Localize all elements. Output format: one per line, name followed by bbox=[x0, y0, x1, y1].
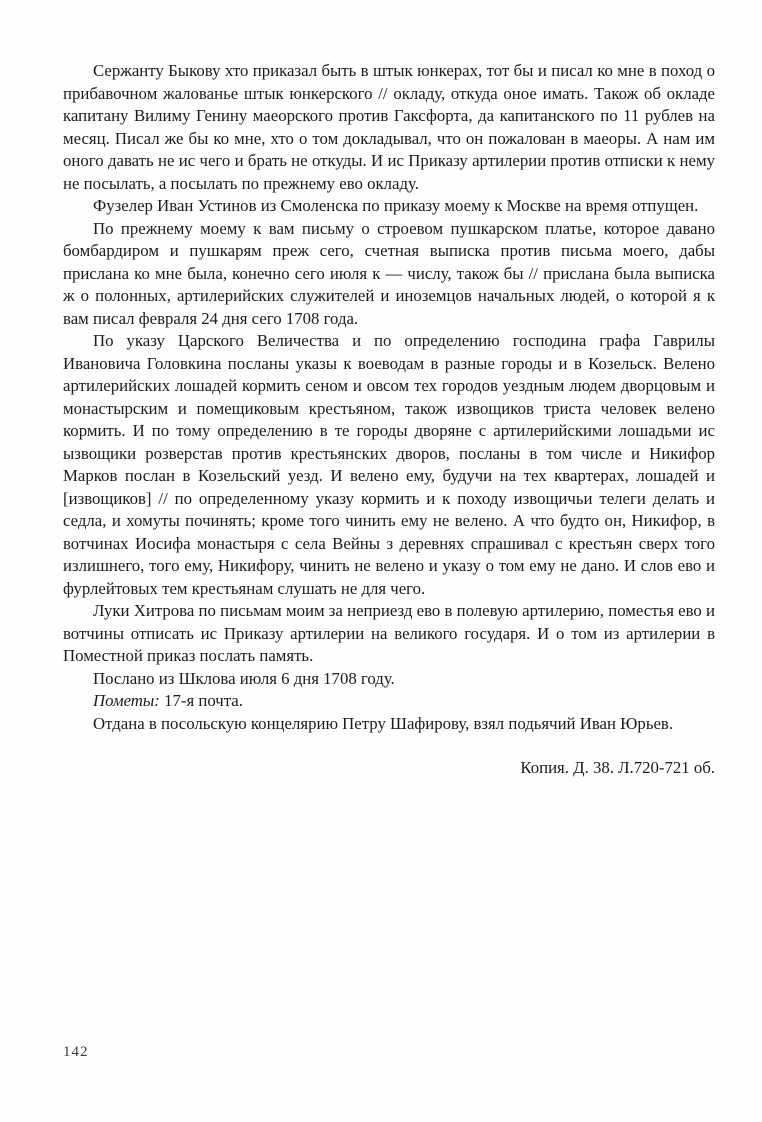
document-body bbox=[63, 60, 715, 780]
paragraph-dispatch-line: Послано из Шклова июля 6 дня 1708 году. bbox=[93, 668, 395, 688]
page-number: 142 bbox=[63, 1044, 89, 1060]
paragraph-pushkar-clothing: По прежнему моему к вам письму о строевом пушкарском платье, которое давано бомбардиром и пушкарям преж сего, счетная выписка против письма моего, дабы прислана ко мне была, конечно сего июля к — числу, також бы // прислана была выписка ж о полонных, артилерийских служителей и иноземцов начальных людей, о которой я к вам писал февраля 24 дня сего 1708 года. bbox=[63, 218, 715, 328]
paragraph-tsar-decree: По указу Царского Величества и по определению господина графа Гаврилы Ивановича Головкина посланы указы к воеводам в разные городы и в Козельск. Велено артилерийских лошадей кормить сеном и овсом тех городов уездным людем дворцовым и монастырским и помещиковым крестьяном, також извощиков триста человек велено кормить. И по тому определению в те городы дворяне с артилерийскими лошадьми ис ызвощики розверстав против крестьянских дворов, посланы в том числе и Никифор Марков послан в Козельский уезд. И велено ему, будучи на тех квартерах, лошадей и [извощиков] // по определенному указу кормить и к походу извощичьи телеги делать и седла, и хомуты починять; кроме того чинить ему не велено. А что будто он, Никифор, в вотчинах Иосифа монастыря с села Вейны з деревнях спрашивал с крестьян сверх того излишнего, того ему, Никифору, чинить не велено и указу о том ему не дано. И слов ево и фурлейтовых тем крестьянам слушать не для чего. bbox=[63, 331, 715, 598]
paragraph-luka-khitrov: Луки Хитрова по письмам моим за неприезд ево в полевую артилерию, поместья ево и вотчины отписать ис Приказу артилерии на великого государя. И о том из артилерии в Поместной приказ послать память. bbox=[63, 601, 715, 665]
notes-text: 17-я почта. bbox=[159, 691, 243, 710]
paragraph-sergeant-bykov: Сержанту Быкову хто приказал быть в штык юнкерах, тот бы и писал ко мне в поход о прибавочном жалованье штык юнкерского // окладу, откуда оное имать. Також об окладе капитану Вилиму Генину маеорского против Гаксфорта, да капитанского по 11 рублев на месяц. Писал же бы ко мне, хто о том докладывал, что он пожалован в маеоры. А нам им оного давать не ис чего и брать не откуды. И ис Приказу артилерии против отписки к нему не посылать, а посылать по прежнему ево окладу. bbox=[63, 61, 715, 193]
archive-reference: Копия. Д. 38. Л.720-721 об. bbox=[520, 758, 715, 777]
paragraph-fuzeler-ustinov: Фузелер Иван Устинов из Смоленска по приказу моему к Москве на время отпущен. bbox=[93, 196, 699, 215]
notes-label: Пометы: bbox=[93, 691, 160, 710]
paragraph-notes bbox=[63, 690, 715, 713]
paragraph-handover: Отдана в посольскую концелярию Петру Шафирову, взял подьячий Иван Юрьев. bbox=[93, 713, 674, 733]
